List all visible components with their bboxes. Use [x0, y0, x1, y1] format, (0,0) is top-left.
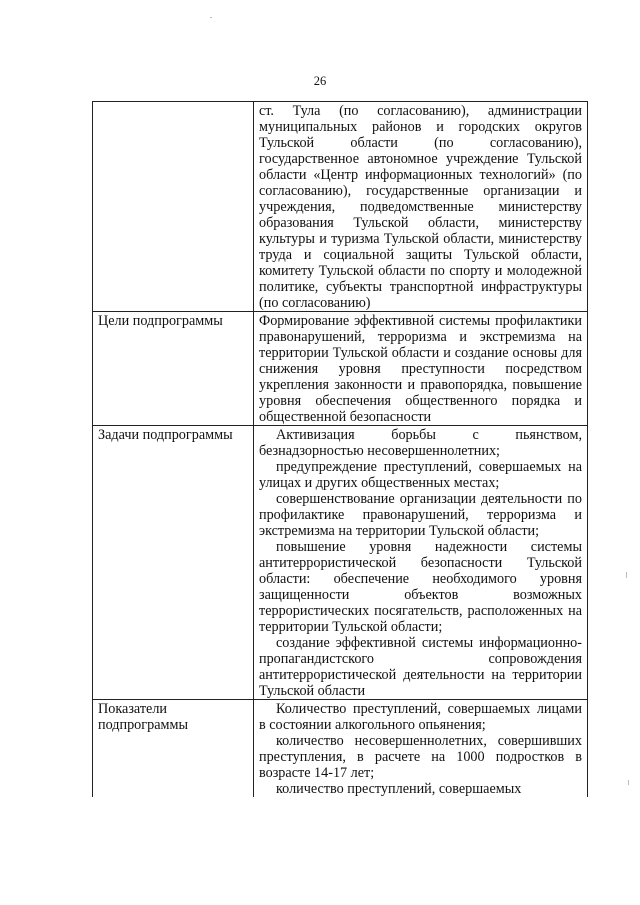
indicator-paragraph: Количество преступлений, совершаемых лицами в состоянии алкогольного опьянения; [259, 701, 582, 733]
scan-speck [626, 572, 627, 578]
task-paragraph: совершенствование организации деятельности по профилактике правонарушений, терроризма и экстремизма на территории Тульской области; [259, 491, 582, 539]
goals-paragraph: Формирование эффективной системы профилактики правонарушений, терроризма и экстремизма на территории Тульской области и создание основы для снижения уровня преступности посредством укрепления законности и правопорядка, повышение уровня обеспечения общественного порядка и общественной безопасности [259, 313, 582, 425]
participants-paragraph: ст. Тула (по согласованию), администрации муниципальных районов и городских округов Тульской области (по согласованию), государственное автономное учреждение Тульской области «Центр информационных технологий» (по согласованию), государственные организации и учреждения, подведомственные министерству образования Тульской области, министерству культуры и туризма Тульской области, министерству труда и социальной защиты Тульской области, комитету Тульской области по спорту и молодежной политике, субъекты транспортной инфраструктуры (по согласованию) [259, 103, 582, 311]
page-number: 26 [313, 74, 327, 88]
task-paragraph: создание эффективной системы информационно-пропагандистского сопровождения антитеррористической деятельности на территории Тульской области [259, 635, 582, 699]
task-paragraph: Активизация борьбы с пьянством, безнадзорностью несовершеннолетних; [259, 427, 582, 459]
row-label: Цели подпрограммы [93, 312, 254, 426]
task-paragraph: предупреждение преступлений, совершаемых на улицах и других общественных местах; [259, 459, 582, 491]
row-content [254, 102, 588, 312]
table-row-indicators [93, 700, 588, 798]
row-label [93, 102, 254, 312]
scan-speck [628, 780, 629, 785]
row-content [254, 312, 588, 426]
subprogram-passport-table [92, 101, 588, 797]
indicator-paragraph: количество преступлений, совершаемых [276, 781, 522, 797]
table-row-tasks [93, 426, 588, 700]
table-row-goals [93, 312, 588, 426]
table-row-participants [93, 102, 588, 312]
row-content [254, 700, 588, 798]
scan-speck [210, 17, 212, 18]
row-label: Показатели подпрограммы [93, 700, 254, 798]
task-paragraph: повышение уровня надежности системы антитеррористической безопасности Тульской области: обеспечение необходимого уровня защищенности объектов возможных террористических посягательств, расположенных на территории Тульской области; [259, 539, 582, 635]
row-content [254, 426, 588, 700]
indicator-paragraph: количество несовершеннолетних, совершивших преступления, в расчете на 1000 подростков в возрасте 14-17 лет; [259, 733, 582, 781]
row-label: Задачи подпрограммы [93, 426, 254, 700]
